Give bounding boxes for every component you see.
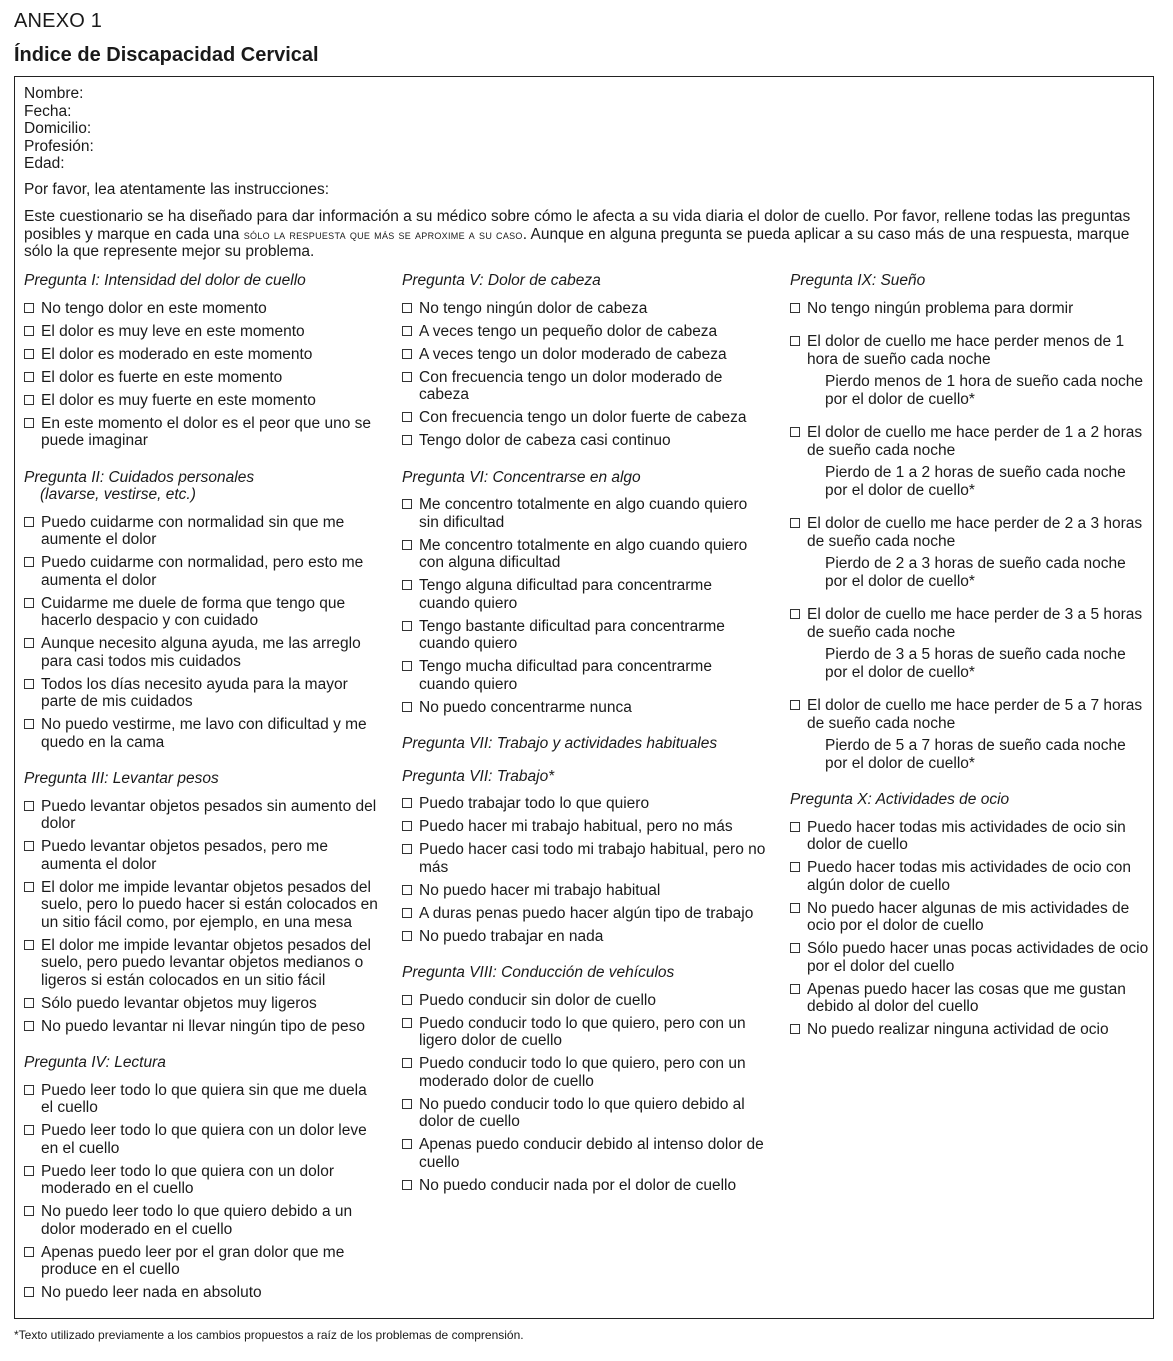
answer-option-label: Puedo trabajar todo lo que quiero (419, 795, 650, 812)
checkbox-icon[interactable] (24, 1247, 34, 1257)
answer-option[interactable] (24, 392, 379, 410)
answer-option[interactable] (24, 369, 379, 387)
checkbox-icon[interactable] (402, 821, 412, 831)
checkbox-icon[interactable] (790, 427, 800, 437)
answer-option[interactable] (24, 937, 379, 990)
answer-option-label: No tengo ningún dolor de cabeza (419, 299, 648, 317)
answer-option[interactable] (790, 900, 1150, 935)
checkbox-icon[interactable] (790, 518, 800, 528)
answer-option[interactable] (24, 1122, 379, 1157)
checkbox-icon[interactable] (402, 885, 412, 895)
checkbox-icon[interactable] (24, 801, 34, 811)
checkbox-icon[interactable] (790, 822, 800, 832)
field-address: Domicilio: (24, 120, 92, 137)
answer-option[interactable] (402, 841, 767, 876)
answer-option[interactable] (790, 940, 1150, 975)
answer-option-label: Con frecuencia tengo un dolor fuerte de cabeza (419, 409, 747, 426)
checkbox-icon[interactable] (402, 499, 412, 509)
answer-option[interactable] (24, 798, 379, 833)
answer-option-label: Puedo cuidarme con normalidad sin que me aumente el dolor (41, 513, 345, 548)
answer-option-label: Aunque necesito alguna ayuda, me las arreglo para casi todos mis cuidados (41, 635, 361, 670)
answer-option[interactable] (24, 1284, 379, 1302)
answer-option-label: Cuidarme me duele de forma que tengo que hacerlo despacio y con cuidado (41, 594, 346, 629)
answer-option[interactable] (402, 496, 767, 531)
checkbox-icon[interactable] (24, 326, 34, 336)
answer-option-label: No puedo leer nada en absoluto (41, 1284, 262, 1301)
checkbox-icon[interactable] (790, 862, 800, 872)
answer-option[interactable] (402, 369, 767, 404)
answer-option[interactable] (402, 409, 767, 427)
answer-option[interactable] (24, 415, 379, 450)
answer-option[interactable] (402, 905, 767, 923)
answer-option-label: Puedo levantar objetos pesados sin aumento del dolor (41, 797, 377, 832)
answer-option-label: El dolor es muy leve en este momento (41, 322, 305, 340)
question-title-text: Pregunta V: Dolor de cabeza (402, 272, 601, 289)
answer-option[interactable] (24, 514, 379, 549)
answer-option-label: El dolor es muy fuerte en este momento (41, 391, 316, 409)
answer-option[interactable] (790, 981, 1150, 1016)
question-subtitle: (lavarse, vestirse, etc.) (40, 486, 196, 503)
answer-option-label: El dolor de cuello me hace perder menos de 1 hora de sueño cada noche (807, 333, 1125, 368)
answer-option[interactable] (24, 323, 379, 341)
answer-option-label: Puedo leer todo lo que quiera con un dolor moderado en el cuello (41, 1162, 334, 1197)
description-part2: . Aunque en alguna pregunta se pueda aplicar a su caso más de una respuesta, marque sólo la que represente mejor su problema. (24, 225, 1130, 260)
question-title-text: Pregunta IV: Lectura (24, 1054, 166, 1071)
checkbox-icon[interactable] (24, 1166, 34, 1176)
answer-option[interactable] (790, 300, 1150, 318)
answer-option[interactable] (402, 928, 767, 946)
checkbox-icon[interactable] (402, 540, 412, 550)
answer-option-label: Con frecuencia tengo un dolor moderado de cabeza (419, 368, 723, 403)
checkbox-icon[interactable] (402, 580, 412, 590)
answer-option[interactable] (402, 1015, 767, 1050)
answer-option-label: Apenas puedo leer por el gran dolor que me produce en el cuello (41, 1243, 345, 1278)
column-2 (402, 272, 767, 1194)
answer-option[interactable] (402, 699, 767, 717)
question-block (790, 791, 1150, 1039)
answer-option-label: En este momento el dolor es el peor que uno se puede imaginar (41, 414, 372, 449)
answer-option-label: Puedo leer todo lo que quiera sin que me duela el cuello (41, 1081, 367, 1116)
instructions: Por favor, lea atentamente las instrucciones: (24, 181, 329, 198)
answer-option[interactable] (402, 818, 767, 836)
answer-option[interactable] (790, 424, 1150, 459)
checkbox-icon[interactable] (24, 1287, 34, 1297)
personal-fields (24, 85, 94, 173)
answer-option-label: El dolor es fuerte en este momento (41, 368, 283, 386)
answer-option-label: Sólo puedo hacer unas pocas actividades de ocio por el dolor del cuello (807, 940, 1149, 975)
answer-option-label: No puedo trabajar en nada (419, 927, 604, 945)
question-title (24, 770, 379, 788)
answer-option[interactable] (402, 346, 767, 364)
checkbox-icon[interactable] (402, 995, 412, 1005)
question-block (24, 1054, 379, 1302)
question-block (402, 469, 767, 717)
answer-option[interactable] (402, 618, 767, 653)
checkbox-icon[interactable] (24, 882, 34, 892)
answer-option[interactable] (402, 658, 767, 693)
question-title-text: Pregunta VII: Trabajo* (402, 767, 555, 785)
checkbox-icon[interactable] (402, 844, 412, 854)
checkbox-icon[interactable] (24, 1206, 34, 1216)
answer-option-label: No tengo dolor en este momento (41, 299, 267, 317)
answer-option-label: El dolor es moderado en este momento (41, 345, 313, 363)
answer-option[interactable] (790, 859, 1150, 894)
previous-wording-note: Pierdo de 1 a 2 horas de sueño cada noche por el dolor de cuello* (825, 464, 1126, 499)
checkbox-icon[interactable] (402, 1018, 412, 1028)
answer-option-label: No puedo hacer algunas de mis actividades de ocio por el dolor de cuello (807, 899, 1130, 934)
checkbox-icon[interactable] (790, 700, 800, 710)
checkbox-icon[interactable] (402, 908, 412, 918)
question-title-text: Pregunta VIII: Conducción de vehículos (402, 964, 675, 981)
question-title-text: Pregunta VI: Concentrarse en algo (402, 468, 641, 486)
checkbox-icon[interactable] (402, 1058, 412, 1068)
answer-option-label: No puedo hacer mi trabajo habitual (419, 881, 661, 899)
answer-option-label: Puedo conducir todo lo que quiero, pero con un ligero dolor de cuello (419, 1014, 746, 1049)
checkbox-icon[interactable] (402, 412, 412, 422)
answer-option-label: No puedo conducir nada por el dolor de cuello (419, 1176, 737, 1194)
checkbox-icon[interactable] (24, 638, 34, 648)
answer-option[interactable] (790, 606, 1150, 641)
checkbox-icon[interactable] (24, 998, 34, 1008)
question-title-text: Pregunta II: Cuidados personales (24, 468, 255, 486)
answer-option-label: El dolor me impide levantar objetos pesados del suelo, pero lo puedo hacer si están colocados en un sitio fácil como, por ejemplo, en una mesa (41, 878, 378, 931)
previous-wording-note: Pierdo menos de 1 hora de sueño cada noche por el dolor de cuello* (825, 373, 1143, 408)
footnote: *Texto utilizado previamente a los cambios propuestos a raíz de los problemas de comprensión. (14, 1328, 524, 1342)
answer-option-label: Puedo hacer mi trabajo habitual, pero no más (419, 818, 733, 835)
question-block (402, 272, 767, 450)
answer-option[interactable] (24, 1244, 379, 1279)
checkbox-icon[interactable] (402, 435, 412, 445)
answer-option-label: El dolor de cuello me hace perder de 5 a 7 horas de sueño cada noche (807, 697, 1143, 732)
answer-option-label: El dolor de cuello me hace perder de 2 a 3 horas de sueño cada noche (807, 515, 1143, 550)
answer-option[interactable] (24, 879, 379, 932)
answer-option[interactable] (24, 300, 379, 318)
checkbox-icon[interactable] (402, 661, 412, 671)
answer-option-label: No puedo concentrarme nunca (419, 698, 632, 716)
answer-option-label: El dolor me impide levantar objetos pesados del suelo, pero puedo levantar objetos medianos o ligeros si están colocados en un sitio fácil (41, 936, 371, 989)
question-block (790, 272, 1150, 772)
description (24, 208, 1142, 261)
answer-option-label: Puedo hacer todas mis actividades de ocio sin dolor de cuello (807, 818, 1126, 853)
checkbox-icon[interactable] (24, 940, 34, 950)
answer-option-label: No puedo vestirme, me lavo con dificultad y me quedo en la cama (41, 716, 367, 751)
answer-option-label: A duras penas puedo hacer algún tipo de trabajo (419, 904, 754, 922)
answer-option[interactable] (790, 697, 1150, 732)
checkbox-icon[interactable] (24, 719, 34, 729)
answer-option[interactable] (402, 1177, 767, 1195)
answer-option[interactable] (790, 333, 1150, 368)
answer-option[interactable] (402, 795, 767, 813)
checkbox-icon[interactable] (24, 349, 34, 359)
checkbox-icon[interactable] (402, 1180, 412, 1190)
checkbox-icon[interactable] (402, 702, 412, 712)
column-1 (24, 272, 379, 1302)
field-name: Nombre: (24, 85, 84, 102)
answer-option[interactable] (790, 515, 1150, 550)
answer-option-label: Tengo alguna dificultad para concentrarme cuando quiero (419, 577, 712, 612)
annex-label: ANEXO 1 (14, 10, 103, 32)
answer-option[interactable] (24, 595, 379, 630)
answer-option[interactable] (24, 635, 379, 670)
question-title (24, 272, 379, 290)
question-block (24, 770, 379, 1035)
answer-option[interactable] (402, 537, 767, 572)
checkbox-icon[interactable] (402, 1139, 412, 1149)
question-title (24, 469, 379, 504)
answer-option[interactable] (24, 1018, 379, 1036)
answer-option[interactable] (402, 1096, 767, 1131)
previous-wording-note: Pierdo de 3 a 5 horas de sueño cada noche por el dolor de cuello* (825, 646, 1126, 681)
answer-option[interactable] (402, 992, 767, 1010)
question-title-text: Pregunta IX: Sueño (790, 272, 926, 289)
checkbox-icon[interactable] (402, 349, 412, 359)
answer-option[interactable] (790, 819, 1150, 854)
checkbox-icon[interactable] (402, 303, 412, 313)
answer-option-label: El dolor de cuello me hace perder de 1 a 2 horas de sueño cada noche (807, 424, 1143, 459)
question-block (402, 735, 767, 753)
answer-option[interactable] (24, 676, 379, 711)
answer-option-label: Sólo puedo levantar objetos muy ligeros (41, 994, 317, 1012)
checkbox-icon[interactable] (402, 1099, 412, 1109)
checkbox-icon[interactable] (790, 303, 800, 313)
checkbox-icon[interactable] (24, 418, 34, 428)
answer-option[interactable] (402, 882, 767, 900)
answer-option-label: Puedo leer todo lo que quiera con un dolor leve en el cuello (41, 1122, 367, 1157)
column-3 (790, 272, 1150, 1039)
answer-option-label: No puedo conducir todo lo que quiero debido al dolor de cuello (419, 1095, 745, 1130)
description-emphasis: sólo la respuesta que más se aproxime a su caso (243, 226, 523, 242)
checkbox-icon[interactable] (790, 609, 800, 619)
checkbox-icon[interactable] (24, 395, 34, 405)
answer-option-label: Todos los días necesito ayuda para la mayor parte de mis cuidados (41, 675, 348, 710)
question-title (402, 735, 767, 753)
question-block (24, 469, 379, 752)
answer-option[interactable] (402, 323, 767, 341)
answer-option-label: A veces tengo un pequeño dolor de cabeza (419, 322, 718, 340)
field-date: Fecha: (24, 102, 72, 120)
answer-option-label: No tengo ningún problema para dormir (807, 299, 1074, 317)
answer-option[interactable] (24, 995, 379, 1013)
answer-option-label: Tengo bastante dificultad para concentrarme cuando quiero (419, 617, 725, 652)
answer-option[interactable] (402, 577, 767, 612)
answer-option-label: El dolor de cuello me hace perder de 3 a 5 horas de sueño cada noche (807, 606, 1143, 641)
answer-option-label: No puedo realizar ninguna actividad de ocio (807, 1021, 1109, 1038)
checkbox-icon[interactable] (24, 1125, 34, 1135)
checkbox-icon[interactable] (402, 621, 412, 631)
question-block (402, 964, 767, 1194)
question-title (402, 469, 767, 487)
answer-option-label: No puedo levantar ni llevar ningún tipo de peso (41, 1017, 366, 1035)
answer-option-label: Puedo conducir todo lo que quiero, pero con un moderado dolor de cuello (419, 1055, 746, 1090)
answer-option-label: Puedo levantar objetos pesados, pero me aumenta el dolor (41, 838, 328, 873)
checkbox-icon[interactable] (24, 517, 34, 527)
checkbox-icon[interactable] (402, 798, 412, 808)
previous-wording-note: Pierdo de 2 a 3 horas de sueño cada noche por el dolor de cuello* (825, 555, 1126, 590)
question-title-text: Pregunta X: Actividades de ocio (790, 791, 1010, 808)
question-title (24, 1054, 379, 1072)
answer-option[interactable] (24, 1082, 379, 1117)
answer-option-label: Apenas puedo conducir debido al intenso dolor de cuello (419, 1136, 764, 1171)
checkbox-icon[interactable] (24, 372, 34, 382)
answer-option-label: Puedo cuidarme con normalidad, pero esto me aumenta el dolor (41, 554, 364, 589)
question-block (402, 768, 767, 946)
question-block (24, 272, 379, 450)
field-age: Edad: (24, 155, 65, 172)
checkbox-icon[interactable] (790, 903, 800, 913)
answer-option[interactable] (24, 1163, 379, 1198)
answer-option[interactable] (402, 432, 767, 450)
checkbox-icon[interactable] (790, 984, 800, 994)
question-title (402, 272, 767, 290)
question-title (790, 791, 1150, 809)
answer-option-label: A veces tengo un dolor moderado de cabeza (419, 345, 727, 363)
answer-option-label: Me concentro totalmente en algo cuando quiero sin dificultad (419, 496, 748, 531)
answer-option-label: Puedo hacer casi todo mi trabajo habitual, pero no más (419, 841, 766, 876)
answer-option[interactable] (24, 838, 379, 873)
answer-option[interactable] (402, 1055, 767, 1090)
checkbox-icon[interactable] (24, 1085, 34, 1095)
checkbox-icon[interactable] (24, 598, 34, 608)
previous-wording-note: Pierdo de 5 a 7 horas de sueño cada noche por el dolor de cuello* (825, 737, 1126, 772)
question-title (402, 768, 767, 786)
answer-option-label: No puedo leer todo lo que quiero debido a un dolor moderado en el cuello (41, 1203, 353, 1238)
answer-option[interactable] (24, 1203, 379, 1238)
checkbox-icon[interactable] (24, 1021, 34, 1031)
answer-option[interactable] (24, 716, 379, 751)
answer-option[interactable] (402, 1136, 767, 1171)
answer-option-label: Tengo mucha dificultad para concentrarme cuando quiero (419, 658, 712, 693)
checkbox-icon[interactable] (790, 336, 800, 346)
description-part1: Este cuestionario se ha diseñado para dar información a su médico sobre cómo le afecta a su vida diaria el dolor de cuello. Por favor, rellene todas las preguntas posibles y marque en cada una (24, 208, 1131, 243)
checkbox-icon[interactable] (24, 303, 34, 313)
checkbox-icon[interactable] (402, 326, 412, 336)
question-title-text: Pregunta VII: Trabajo y actividades habituales (402, 735, 718, 752)
checkbox-icon[interactable] (24, 841, 34, 851)
answer-option-label: Puedo hacer todas mis actividades de ocio con algún dolor de cuello (807, 859, 1131, 894)
checkbox-icon[interactable] (402, 372, 412, 382)
question-title-text: Pregunta III: Levantar pesos (24, 770, 219, 787)
checkbox-icon[interactable] (24, 557, 34, 567)
answer-option[interactable] (24, 554, 379, 589)
checkbox-icon[interactable] (790, 1024, 800, 1034)
answer-option-label: Me concentro totalmente en algo cuando quiero con alguna dificultad (419, 536, 748, 571)
answer-option[interactable] (790, 1021, 1150, 1039)
answer-option-label: Apenas puedo hacer las cosas que me gustan debido al dolor del cuello (807, 980, 1126, 1015)
answer-option[interactable] (402, 300, 767, 318)
checkbox-icon[interactable] (24, 679, 34, 689)
question-title-text: Pregunta I: Intensidad del dolor de cuello (24, 272, 306, 289)
answer-option-label: Tengo dolor de cabeza casi continuo (419, 432, 671, 449)
field-profession: Profesión: (24, 137, 94, 155)
checkbox-icon[interactable] (402, 931, 412, 941)
answer-option[interactable] (24, 346, 379, 364)
checkbox-icon[interactable] (790, 943, 800, 953)
question-title (402, 964, 767, 982)
page-title: Índice de Discapacidad Cervical (14, 44, 319, 66)
answer-option-label: Puedo conducir sin dolor de cuello (419, 991, 656, 1009)
question-title (790, 272, 1150, 290)
